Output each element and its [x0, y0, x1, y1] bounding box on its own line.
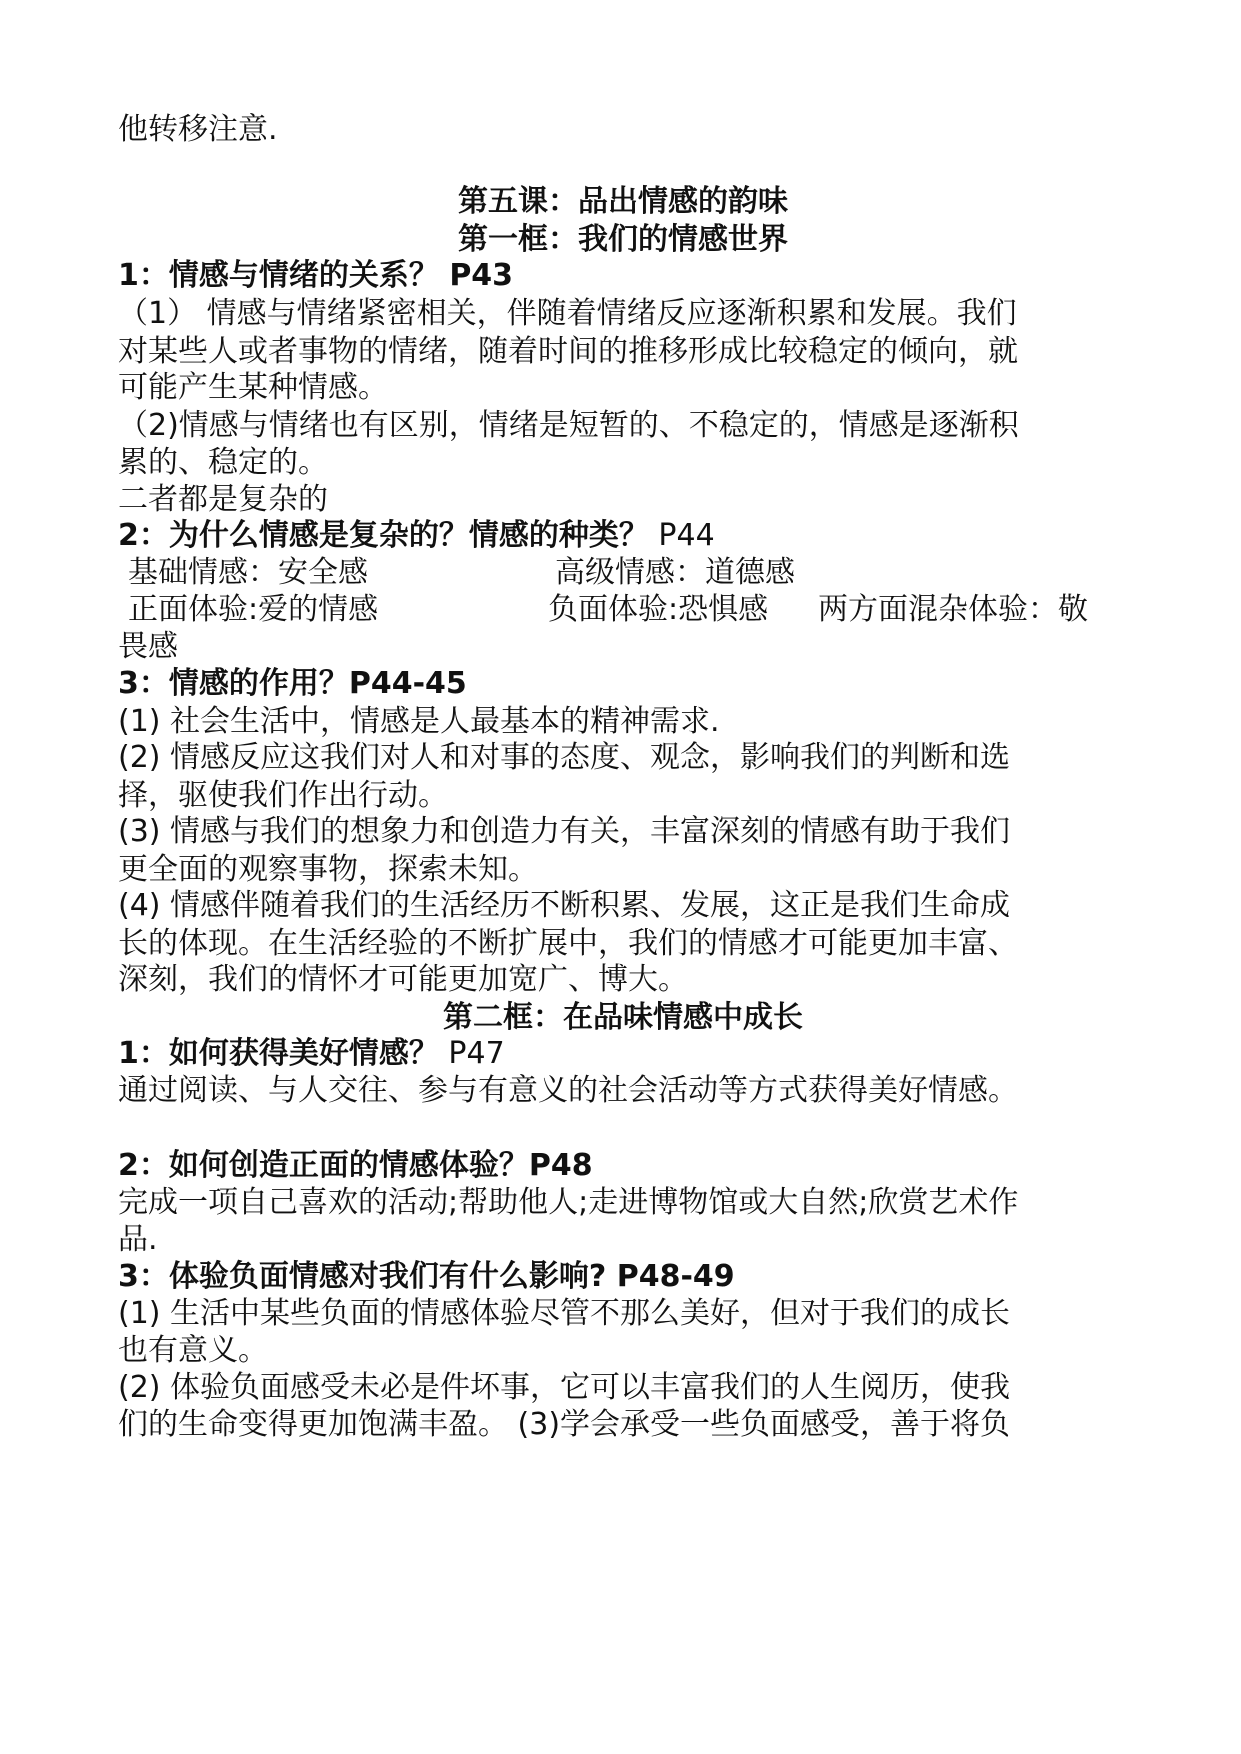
q2-positive-experience: 正面体验:爱的情感 [128, 592, 379, 627]
q3-line: (4) 情感伴随着我们的生活经历不断积累、发展，这正是我们生命成 [118, 888, 1011, 923]
q2-mixed-experience-cont: 畏感 [118, 629, 178, 664]
q3-heading: 3：情感的作用？P44-45 [118, 666, 467, 701]
q1-heading: 1：情感与情绪的关系？ P43 [118, 258, 514, 293]
q3-line: 长的体现。在生活经验的不断扩展中，我们的情感才可能更加丰富、 [118, 926, 1018, 961]
q1-line: （2)情感与情绪也有区别，情绪是短暂的、不稳定的，情感是逐渐积 [118, 408, 1019, 443]
q3-line: 深刻，我们的情怀才可能更加宽广、博大。 [118, 962, 688, 997]
q3-line: (3) 情感与我们的想象力和创造力有关，丰富深刻的情感有助于我们 [118, 814, 1011, 849]
frame1-title: 第一框：我们的情感世界 [458, 222, 788, 257]
lesson-title: 第五课：品出情感的韵味 [458, 184, 788, 219]
q5-line: 品. [118, 1222, 158, 1257]
q3-line: 择，驱使我们作出行动。 [118, 778, 448, 813]
q2-mixed-experience: 两方面混杂体验：敬 [818, 592, 1088, 627]
q6-line: 也有意义。 [118, 1333, 268, 1368]
q1-line: 可能产生某种情感。 [118, 370, 388, 405]
q1-line: 对某些人或者事物的情绪，随着时间的推移形成比较稳定的倾向，就 [118, 334, 1018, 369]
q2-heading-page: P44 [648, 518, 715, 553]
q1-line: 累的、稳定的。 [118, 445, 328, 480]
q4-heading-text: 1：如何获得美好情感？ [118, 1036, 439, 1071]
q1-line: 二者都是复杂的 [118, 482, 328, 517]
q2-heading-text: 2：为什么情感是复杂的？情感的种类？ [118, 518, 649, 553]
q1-line: （1） 情感与情绪紧密相关，伴随着情绪反应逐渐积累和发展。我们 [118, 296, 1017, 331]
q2-advanced-emotion: 高级情感：道德感 [555, 555, 795, 590]
q4-heading-page: P47 [438, 1036, 505, 1071]
q2-basic-emotion: 基础情感：安全感 [128, 555, 368, 590]
q4-heading [118, 1034, 1128, 1074]
carry-over-text: 他转移注意. [118, 112, 278, 147]
q3-line: (1) 社会生活中，情感是人最基本的精神需求. [118, 704, 720, 739]
q6-line: (2) 体验负面感受未必是件坏事，它可以丰富我们的人生阅历，使我 [118, 1370, 1011, 1405]
q6-line: 们的生命变得更加饱满丰盈。 (3)学会承受一些负面感受，善于将负 [118, 1407, 1011, 1442]
q2-negative-experience: 负面体验:恐惧感 [548, 592, 769, 627]
q6-heading: 3：体验负面情感对我们有什么影响? P48-49 [118, 1259, 735, 1294]
frame2-title: 第二框：在品味情感中成长 [443, 1000, 803, 1035]
q5-line: 完成一项自己喜欢的活动;帮助他人;走进博物馆或大自然;欣赏艺术作 [118, 1185, 1019, 1220]
q3-line: (2) 情感反应这我们对人和对事的态度、观念，影响我们的判断和选 [118, 740, 1011, 775]
q5-heading: 2：如何创造正面的情感体验？P48 [118, 1148, 593, 1183]
q3-line: 更全面的观察事物，探索未知。 [118, 852, 538, 887]
q6-line: (1) 生活中某些负面的情感体验尽管不那么美好，但对于我们的成长 [118, 1296, 1011, 1331]
q2-heading [118, 516, 1128, 556]
q4-line: 通过阅读、与人交往、参与有意义的社会活动等方式获得美好情感。 [118, 1073, 1018, 1108]
